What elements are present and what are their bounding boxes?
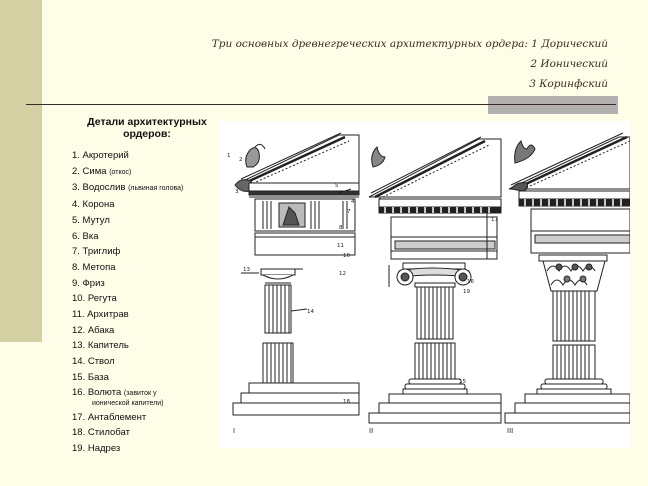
legend-item: 10. Регута [72, 293, 117, 305]
title-divider [26, 104, 616, 105]
order-labels [233, 427, 513, 435]
svg-text:11: 11 [337, 243, 344, 249]
svg-text:5: 5 [335, 183, 339, 189]
legend-item: 19. Надрез [72, 442, 121, 454]
label-order-1: I [233, 427, 236, 435]
legend-item: 7. Триглиф [72, 246, 121, 258]
svg-text:8: 8 [339, 225, 343, 231]
title-line-2: 2 Ионический [530, 58, 608, 70]
svg-text:10: 10 [343, 253, 350, 259]
legend-item: 5. Мутул [72, 214, 110, 226]
corinthian-order [505, 133, 630, 423]
label-order-3: III [507, 427, 514, 435]
svg-text:6: 6 [339, 191, 343, 197]
left-decorative-band [0, 0, 42, 342]
label-order-2: II [369, 427, 374, 435]
legend-item: 14. Ствол [72, 356, 115, 368]
svg-text:4: 4 [351, 199, 355, 205]
legend-item: 17. Антаблемент [72, 411, 147, 423]
slide-title [188, 34, 608, 94]
title-line-3: 3 Коринфский [529, 78, 608, 90]
legend-item: 3. Водослив (львиная голова) [72, 182, 184, 194]
legend-item: 13. Капитель [72, 340, 129, 352]
svg-text:12: 12 [339, 271, 346, 277]
svg-text:3: 3 [235, 189, 239, 195]
legend-heading: Детали архитектурных ордеров: [87, 116, 207, 140]
ionic-order [369, 137, 501, 423]
orders-drawing-svg [219, 121, 630, 448]
legend-item: 12. Абака [72, 324, 115, 336]
svg-text:14: 14 [307, 309, 314, 315]
legend-item: 1. Акротерий [72, 150, 129, 161]
legend-panel [72, 116, 222, 457]
legend-item: 2. Сима (откос) [72, 165, 132, 177]
svg-text:18: 18 [343, 399, 350, 405]
svg-text:13: 13 [243, 267, 250, 273]
divider-accent-block [488, 96, 618, 114]
legend-item: 15. База [72, 371, 109, 383]
svg-text:16: 16 [467, 279, 474, 285]
legend-item: 11. Архитрав [72, 309, 129, 321]
legend-item: 6. Вка [72, 230, 99, 242]
svg-text:1: 1 [227, 153, 231, 159]
legend-item: 18. Стилобат [72, 427, 130, 439]
svg-text:19: 19 [463, 289, 470, 295]
svg-text:2: 2 [239, 157, 243, 163]
legend-item: 16. Волюта (завиток у ионической капители) [72, 386, 164, 407]
svg-text:17: 17 [491, 217, 498, 223]
legend-item: 4. Корона [72, 199, 115, 211]
legend-item: 8. Метопа [72, 261, 116, 273]
svg-text:15: 15 [459, 379, 466, 385]
title-line-1: Три основных древнегреческих архитектурных ордера: 1 Дорический [211, 38, 608, 50]
legend-list [72, 148, 222, 457]
legend-item: 9. Фриз [72, 277, 105, 289]
svg-text:7: 7 [347, 209, 351, 215]
architectural-orders-illustration [219, 121, 630, 448]
